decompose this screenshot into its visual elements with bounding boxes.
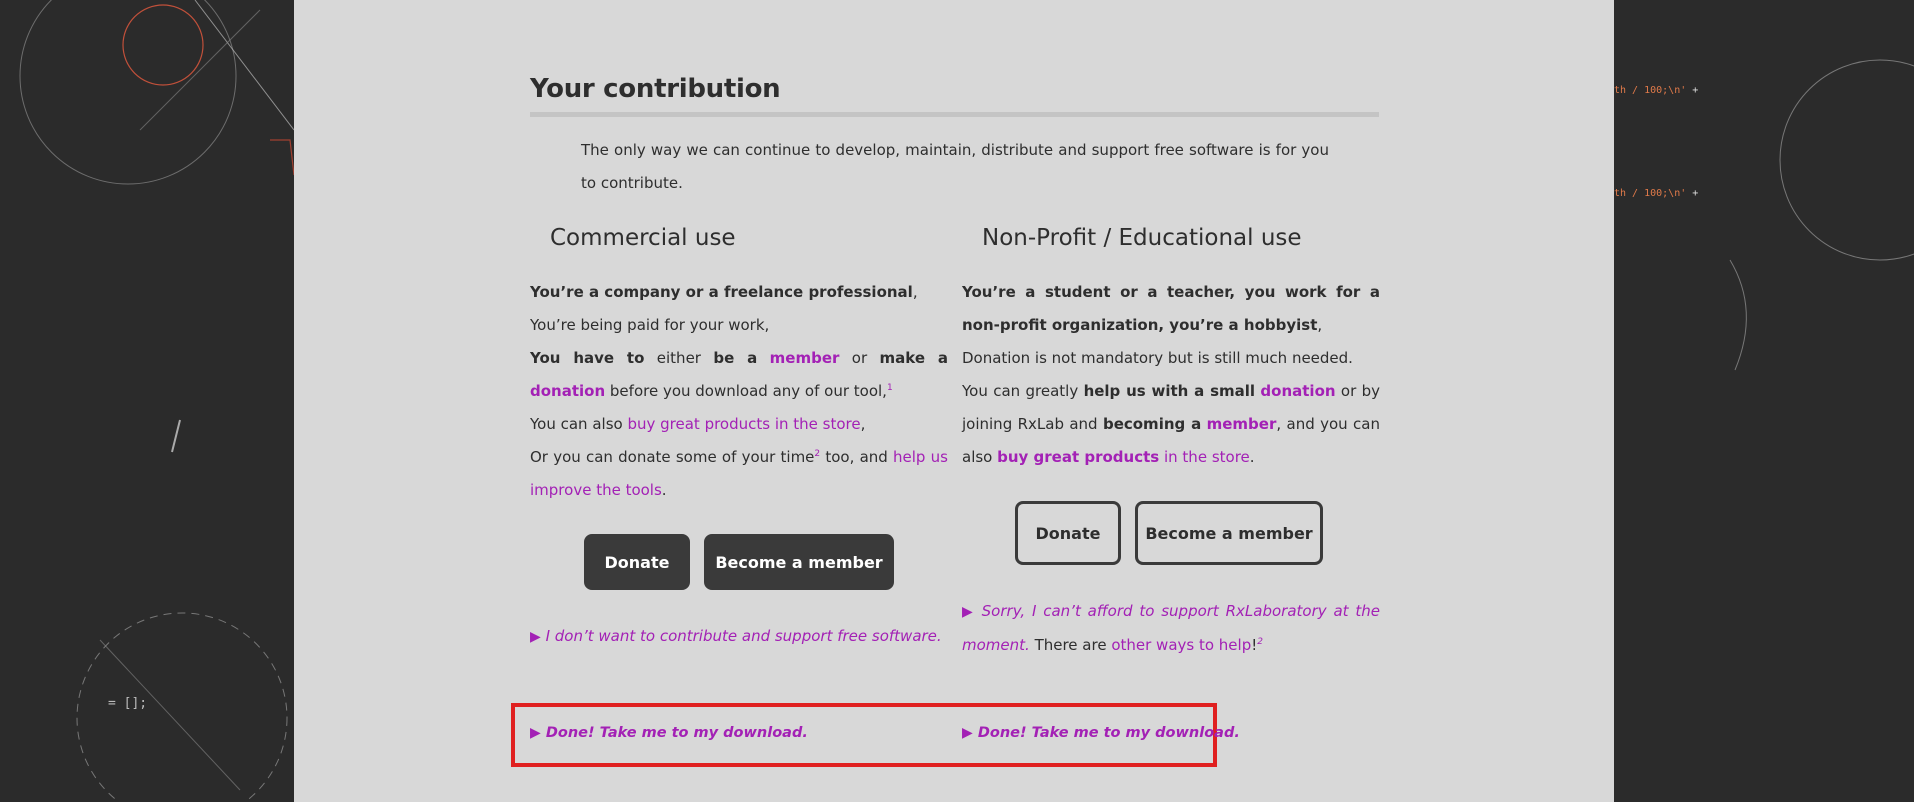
nonprofit-text: You’re a student or a teacher, you work for a non-profit organization, you’re a hobbyist, Donation is not mandatory but is still much needed. You can greatly help us with a small donation or by joining RxLab and becoming a member, and you can also buy great products in the store. [962,283,1381,466]
help-improve-link[interactable]: help us improve the tools [530,448,948,499]
play-arrow-icon: ▶ [962,604,975,620]
commercial-heading: Commercial use [550,225,736,251]
donation-link[interactable]: donation [1260,382,1336,400]
play-arrow-icon: ▶ [530,725,541,741]
section-title: Your contribution [530,74,781,104]
buy-products-link[interactable]: buy great products [997,448,1160,466]
member-link[interactable]: member [1206,415,1277,433]
code-snippet: th / 100;\n' + [1614,188,1699,199]
commercial-column [530,220,948,507]
download-link-nonprofit[interactable]: ▶ Done! Take me to my download. [962,725,1240,741]
cant-afford-link[interactable]: ▶ Sorry, I can’t afford to support RxLaboratory at the moment. [962,602,1380,654]
nonprofit-heading: Non-Profit / Educational use [982,225,1302,251]
become-member-button[interactable]: Become a member [1135,501,1323,565]
member-link[interactable]: member [769,349,840,367]
store-link[interactable]: buy great products in the store [627,415,861,433]
donation-link[interactable]: donation [530,382,606,400]
download-link-commercial[interactable]: ▶ Done! Take me to my download. [530,725,808,741]
decline-contribution-link[interactable]: ▶ I don’t want to contribute and support free software. [530,627,942,645]
store-link[interactable]: in the store [1159,448,1250,466]
code-snippet: = []; [108,696,148,711]
title-divider [530,112,1379,117]
play-arrow-icon: ▶ [530,629,541,645]
footnote-2[interactable]: 2 [1257,637,1263,647]
play-arrow-icon: ▶ [962,725,973,741]
commercial-text: You’re a company or a freelance professional, You’re being paid for your work, You have to either be a member or make a donation before you download any of our tool,$^1$ You can also buy great products in the store, Or you can donate some of your time$^2$ too, and help us improve the tools. [530,283,949,499]
code-snippet: th / 100;\n' + [1614,85,1699,96]
page-panel [294,0,1614,802]
donate-button[interactable]: Donate [1015,501,1121,565]
cant-afford-text: ▶ Sorry, I can’t afford to support RxLaboratory at the moment. There are other ways to help!$^2$ [962,602,1380,654]
footnote-2[interactable]: 2 [814,449,821,459]
donate-button[interactable]: Donate [584,534,690,590]
become-member-button[interactable]: Become a member [704,534,894,590]
nonprofit-column [962,220,1380,474]
footnote-1[interactable]: 1 [886,383,893,393]
intro-text: The only way we can continue to develop, maintain, distribute and support free software is for you to contribute. [581,141,1329,192]
other-ways-link[interactable]: other ways to help [1111,636,1252,654]
